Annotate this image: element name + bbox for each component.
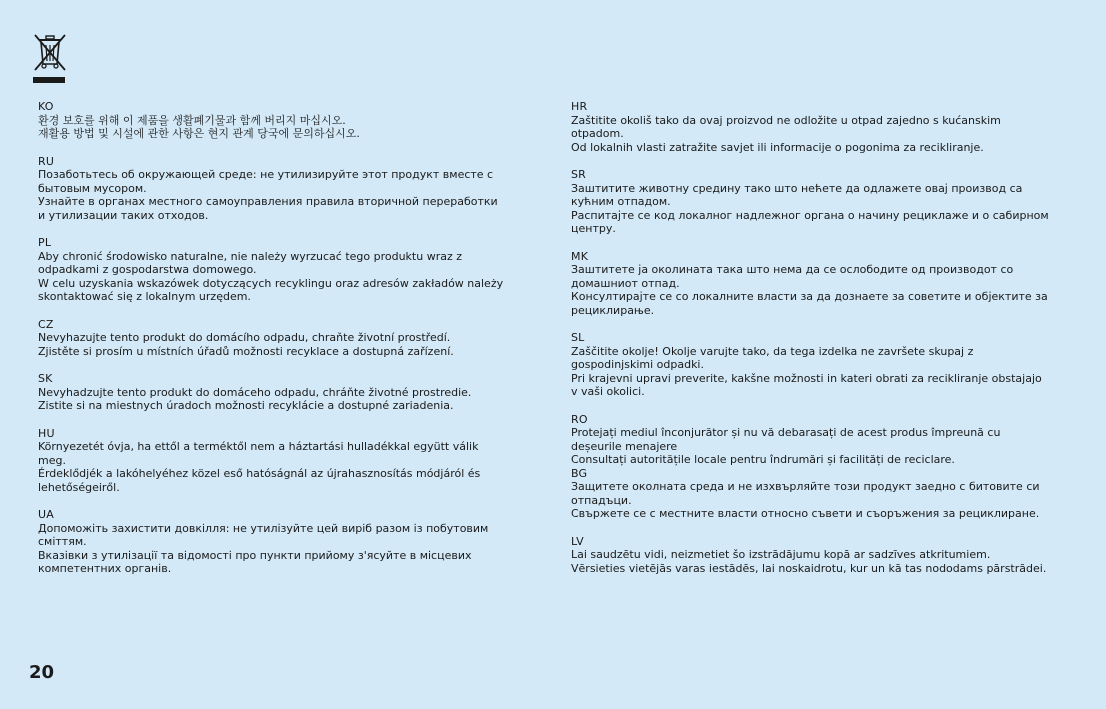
paragraph: Vērsieties vietējās varas iestādēs, lai noskaidrotu, kur un kā tas nododams pārstrādei. [571,561,1047,575]
lang-code: LV [571,534,584,548]
right-column [571,100,1051,589]
lang-code: UA [38,508,54,521]
paragraph: Pri krajevni upravi preverite, kakšne možnosti in kateri obrati za recikliranje obstajajo v vaši okolici. [571,371,1042,398]
lang-code: HU [38,426,55,440]
page-number: 20 [29,662,55,683]
lang-section-hr [571,100,1051,154]
lang-section-sk [38,372,508,413]
paragraph: Lai saudzētu vidi, neizmetiet šo izstrādājumu kopā ar sadzīves atkritumiem. [571,548,991,561]
paragraph: Позаботьтесь об окружающей среде: не утилизируйте этот продукт вместе с бытовым мусором. [38,168,494,195]
paragraph: Защитете околната среда и не изхвърляйте този продукт заедно с битовите си отпадъци. [571,480,1040,507]
lang-section-ro [571,413,1051,467]
lang-section-pl [38,236,508,304]
paragraph: W celu uzyskania wskazówek dotyczących recyklingu oraz adresów zakładów należy skontaktować się z lokalnym urzędem. [38,276,504,303]
lang-code: RU [38,154,55,168]
crossed-out-wheelie-bin-icon [33,34,67,86]
lang-section-mk [571,250,1051,318]
lang-section-bg [571,467,1051,521]
paragraph: Узнайте в органах местного самоуправления правила вторичной переработки и утилизации таких отходов. [38,195,498,222]
lang-code: MK [571,249,589,263]
paragraph: Допоможіть захистити довкілля: не утилізуйте цей виріб разом із побутовим сміттям. [38,521,489,548]
lang-section-ko [38,100,508,141]
lang-code: PL [38,236,52,249]
lang-section-cz [38,318,508,359]
paragraph: Вказівки з утилізації та відомості про пункти прийому з'ясуйте в місцевих компетентних органів. [38,548,472,575]
lang-section-sl [571,331,1051,399]
paragraph: Свържете се с местните власти относно съвети и съоръжения за рециклиране. [571,507,1040,520]
lang-code: CZ [38,317,54,331]
paragraph: Nevyhazujte tento produkt do domácího odpadu, chraňte životní prostředí. [38,331,451,344]
paragraph: Zistite si na miestnych úradoch možnosti recyklácie a dostupné zariadenia. [38,399,454,412]
paragraph: Protejați mediul înconjurător și nu vă debarasați de acest produs împreună cu deșeurile menajere [571,426,1001,453]
paragraph: Zaštitite okoliš tako da ovaj proizvod ne odložite u otpad zajedno s kućanskim otpadom. [571,113,1001,140]
paragraph: Od lokalnih vlasti zatražite savjet ili informacije o pogonima za recikliranje. [571,140,984,154]
lang-code: SR [571,168,587,181]
paragraph: 재활용 방법 및 시설에 관한 사항은 현지 관계 당국에 문의하십시오. [38,127,360,140]
lang-section-sr [571,168,1051,236]
lang-code: KO [38,100,54,113]
lang-code: HR [571,100,588,113]
left-column [38,100,508,590]
paragraph: Érdeklődjék a lakóhelyéhez közel eső hatóságnál az újrahasznosítás módjáról és lehetőségeiről. [38,467,481,494]
paragraph: Заштитете ја околината така што нема да се ослободите од производот со домашниот отпад. [571,263,1014,290]
paragraph: 환경 보호를 위해 이 제품을 생활폐기물과 함께 버리지 마십시오. [38,113,346,127]
paragraph: Consultați autoritățile locale pentru îndrumări și facilități de reciclare. [571,453,955,466]
lang-section-ua [38,508,508,576]
paragraph: Консултирајте се со локалните власти за да дознаете за советите и објектите за рециклирање. [571,290,1048,317]
lang-section-ru [38,155,508,223]
paragraph: Nevyhadzujte tento produkt do domáceho odpadu, chráňte životné prostredie. [38,385,472,399]
paragraph: Распитајте се код локалног надлежног органа о начину рециклаже и о сабирном центру. [571,208,1049,235]
paragraph: Aby chronić środowisko naturalne, nie należy wyrzucać tego produktu wraz z odpadkami z gospodarstwa domowego. [38,249,463,276]
lang-code: RO [571,412,588,426]
paragraph: Zaščitite okolje! Okolje varujte tako, da tega izdelka ne završete skupaj z gospodinjskimi odpadki. [571,344,974,371]
paragraph: Környezetét óvja, ha ettől a terméktől nem a háztartási hulladékkal együtt válik meg. [38,440,479,467]
lang-code: BG [571,466,588,480]
lang-section-lv [571,535,1051,576]
paragraph: Zjistěte si prosím u místních úřadů možnosti recyklace a dostupná zařízení. [38,344,454,358]
lang-section-hu [38,427,508,495]
paragraph: Заштитите животну средину тако што нећете да одлажете овај производ са кућним отпадом. [571,181,1023,208]
lang-code: SK [38,372,53,385]
lang-code: SL [571,331,585,344]
